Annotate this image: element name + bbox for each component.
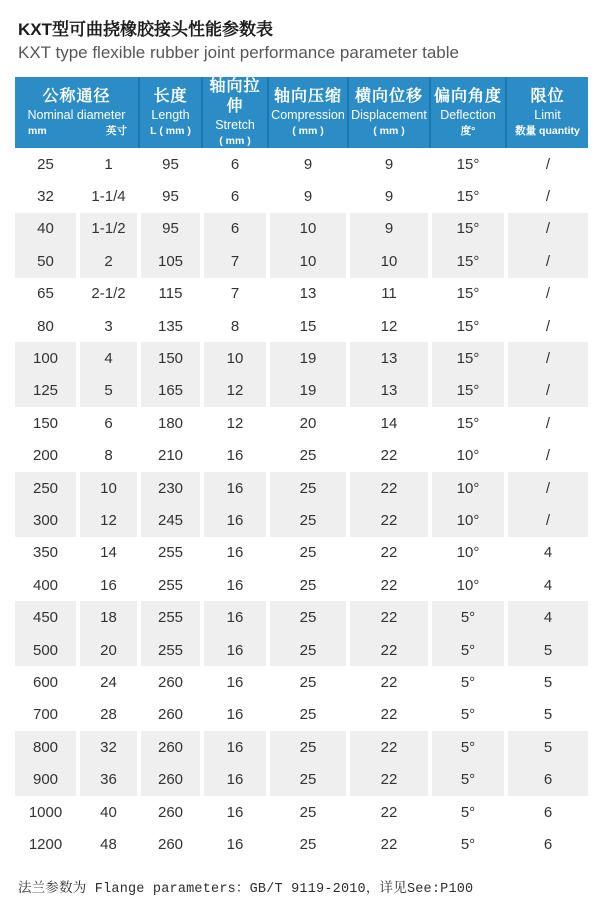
table-row: [15, 828, 588, 860]
table-cell: 5°: [430, 601, 506, 633]
table-cell: 6: [202, 180, 268, 212]
table-cell: 25: [268, 763, 348, 795]
table-cell: 22: [348, 504, 430, 536]
table-row: [15, 763, 588, 795]
table-cell: 255: [139, 634, 202, 666]
table-cell: 24: [78, 666, 139, 698]
table-cell: /: [506, 310, 588, 342]
table-cell: 1-1/2: [78, 213, 139, 245]
table-cell: 8: [78, 440, 139, 472]
table-cell: 25: [268, 440, 348, 472]
table-cell: 22: [348, 666, 430, 698]
table-cell: 16: [78, 569, 139, 601]
column-header-en: Stretch: [215, 118, 255, 132]
table-cell: 25: [268, 601, 348, 633]
table-cell: 800: [15, 731, 78, 763]
table-cell: 13: [348, 342, 430, 374]
table-cell: 6: [78, 407, 139, 439]
column-header-displacement: [348, 77, 430, 148]
table-cell: /: [506, 375, 588, 407]
column-header-unit: L ( mm ): [150, 125, 191, 137]
table-cell: 22: [348, 828, 430, 860]
table-cell: 16: [202, 796, 268, 828]
table-cell: 5: [506, 666, 588, 698]
table-cell: 400: [15, 569, 78, 601]
table-cell: 50: [15, 245, 78, 277]
table-row: [15, 537, 588, 569]
table-row: [15, 504, 588, 536]
column-header-en: Compression: [271, 108, 345, 122]
column-header-stretch: [202, 77, 268, 148]
table-cell: 7: [202, 278, 268, 310]
table-row: [15, 699, 588, 731]
table-cell: 5°: [430, 666, 506, 698]
table-cell: 20: [268, 407, 348, 439]
table-cell: 25: [268, 666, 348, 698]
table-cell: 10: [268, 245, 348, 277]
table-cell: 10°: [430, 504, 506, 536]
table-cell: 15°: [430, 375, 506, 407]
table-cell: 9: [348, 213, 430, 245]
table-cell: 22: [348, 796, 430, 828]
table-cell: 700: [15, 699, 78, 731]
table-cell: 5: [506, 699, 588, 731]
table-header-row: [15, 77, 588, 148]
table-cell: 6: [506, 796, 588, 828]
table-cell: 36: [78, 763, 139, 795]
table-cell: 250: [15, 472, 78, 504]
table-cell: 12: [202, 375, 268, 407]
table-cell: 260: [139, 763, 202, 795]
column-header-length: [139, 77, 202, 148]
table-cell: 500: [15, 634, 78, 666]
table-cell: 1: [78, 148, 139, 180]
table-cell: 10°: [430, 537, 506, 569]
table-cell: 80: [15, 310, 78, 342]
column-header-compression: [268, 77, 348, 148]
table-cell: 2: [78, 245, 139, 277]
table-cell: 260: [139, 796, 202, 828]
column-header-en: Deflection: [440, 108, 496, 122]
table-cell: 15°: [430, 180, 506, 212]
table-cell: 11: [348, 278, 430, 310]
table-cell: 115: [139, 278, 202, 310]
table-cell: 450: [15, 601, 78, 633]
table-cell: /: [506, 148, 588, 180]
table-cell: 10°: [430, 440, 506, 472]
table-row: [15, 634, 588, 666]
table-cell: 15°: [430, 148, 506, 180]
table-cell: 16: [202, 601, 268, 633]
table-cell: 260: [139, 666, 202, 698]
table-row: [15, 407, 588, 439]
table-cell: 5°: [430, 699, 506, 731]
table-cell: 9: [348, 180, 430, 212]
table-cell: /: [506, 472, 588, 504]
table-cell: 22: [348, 731, 430, 763]
table-cell: /: [506, 180, 588, 212]
table-cell: 22: [348, 699, 430, 731]
table-cell: 16: [202, 634, 268, 666]
column-header-unit: 度°: [460, 125, 476, 137]
table-cell: 230: [139, 472, 202, 504]
table-cell: 350: [15, 537, 78, 569]
table-cell: 5: [506, 731, 588, 763]
table-row: [15, 180, 588, 212]
table-row: [15, 213, 588, 245]
table-cell: 25: [268, 828, 348, 860]
column-header-limit: [506, 77, 588, 148]
table-cell: 16: [202, 440, 268, 472]
table-cell: 3: [78, 310, 139, 342]
column-header-unit: 数量 quantity: [515, 125, 580, 137]
table-cell: 15°: [430, 342, 506, 374]
table-cell: 260: [139, 731, 202, 763]
table-row: [15, 440, 588, 472]
table-cell: 25: [268, 699, 348, 731]
table-cell: 1000: [15, 796, 78, 828]
table-row: [15, 731, 588, 763]
column-header-unit: ( mm ): [373, 125, 405, 137]
column-header-units: [15, 124, 138, 138]
parameter-table: [15, 77, 588, 861]
table-cell: 15°: [430, 407, 506, 439]
table-cell: /: [506, 407, 588, 439]
column-header-zh: 长度: [153, 88, 188, 105]
column-header-en: Nominal diameter: [27, 108, 126, 122]
table-cell: 5: [78, 375, 139, 407]
table-cell: /: [506, 245, 588, 277]
table-row: [15, 796, 588, 828]
table-cell: 5°: [430, 634, 506, 666]
table-cell: 1200: [15, 828, 78, 860]
table-cell: 10: [202, 342, 268, 374]
table-cell: 5°: [430, 828, 506, 860]
table-cell: 25: [268, 472, 348, 504]
table-row: [15, 278, 588, 310]
table-cell: 13: [348, 375, 430, 407]
table-cell: 22: [348, 763, 430, 795]
column-header-zh: 公称通径: [42, 88, 111, 105]
table-cell: 6: [202, 213, 268, 245]
column-header-zh: 轴向压缩: [273, 88, 342, 105]
column-header-deflection: [430, 77, 506, 148]
table-cell: 16: [202, 537, 268, 569]
table-cell: 40: [78, 796, 139, 828]
table-cell: 5°: [430, 763, 506, 795]
table-cell: 32: [15, 180, 78, 212]
table-cell: 32: [78, 731, 139, 763]
table-cell: 10: [348, 245, 430, 277]
table-cell: /: [506, 504, 588, 536]
table-cell: /: [506, 213, 588, 245]
unit-mm-label: mm: [28, 125, 47, 137]
table-cell: 4: [78, 342, 139, 374]
table-row: [15, 310, 588, 342]
table-cell: 95: [139, 148, 202, 180]
table-cell: 255: [139, 537, 202, 569]
column-header-nominal-diameter: [15, 77, 139, 148]
table-cell: 25: [15, 148, 78, 180]
unit-inch-label: 英寸: [106, 125, 127, 137]
table-cell: 6: [202, 148, 268, 180]
table-cell: 25: [268, 634, 348, 666]
table-header: [15, 77, 588, 148]
table-cell: 22: [348, 472, 430, 504]
table-cell: 28: [78, 699, 139, 731]
table-cell: 12: [348, 310, 430, 342]
table-row: [15, 601, 588, 633]
table-cell: 15: [268, 310, 348, 342]
table-row: [15, 342, 588, 374]
table-cell: /: [506, 440, 588, 472]
table-cell: 135: [139, 310, 202, 342]
table-cell: 16: [202, 504, 268, 536]
table-cell: 100: [15, 342, 78, 374]
table-cell: 245: [139, 504, 202, 536]
table-cell: 22: [348, 537, 430, 569]
table-cell: 4: [506, 569, 588, 601]
table-cell: 4: [506, 601, 588, 633]
table-cell: 16: [202, 699, 268, 731]
table-cell: 14: [348, 407, 430, 439]
table-cell: 22: [348, 440, 430, 472]
table-cell: 6: [506, 763, 588, 795]
table-cell: 20: [78, 634, 139, 666]
table-cell: 25: [268, 537, 348, 569]
table-cell: 25: [268, 796, 348, 828]
column-header-zh: 偏向角度: [433, 88, 502, 105]
table-cell: 48: [78, 828, 139, 860]
footer-note: 法兰参数为 Flange parameters：GB/T 9119-2010，详见See:P100: [18, 881, 474, 897]
table-cell: 19: [268, 342, 348, 374]
table-cell: 260: [139, 828, 202, 860]
table-row: [15, 375, 588, 407]
table-cell: 16: [202, 569, 268, 601]
table-cell: 22: [348, 601, 430, 633]
column-header-en: Displacement: [351, 108, 427, 122]
table-cell: 15°: [430, 245, 506, 277]
table-cell: 15°: [430, 278, 506, 310]
column-header-en: Length: [151, 108, 190, 122]
page-subtitle: KXT type flexible rubber joint performance parameter table: [18, 43, 459, 62]
table-cell: 15°: [430, 310, 506, 342]
table-cell: 16: [202, 472, 268, 504]
table-cell: 12: [78, 504, 139, 536]
table-row: [15, 472, 588, 504]
table-cell: 900: [15, 763, 78, 795]
table-cell: 12: [202, 407, 268, 439]
table-cell: 300: [15, 504, 78, 536]
table-cell: 22: [348, 569, 430, 601]
table-cell: 4: [506, 537, 588, 569]
column-header-zh: 横向位移: [354, 88, 423, 105]
table-cell: 9: [348, 148, 430, 180]
table-cell: 9: [268, 180, 348, 212]
table-cell: 18: [78, 601, 139, 633]
table-cell: 260: [139, 699, 202, 731]
column-header-zh: 轴向拉伸: [209, 78, 261, 115]
table-cell: 25: [268, 731, 348, 763]
table-cell: 7: [202, 245, 268, 277]
table-row: [15, 569, 588, 601]
table-row: [15, 148, 588, 180]
column-header-zh: 限位: [530, 88, 565, 105]
table-cell: 10°: [430, 569, 506, 601]
table-cell: 5°: [430, 731, 506, 763]
table-cell: 125: [15, 375, 78, 407]
table-cell: 15°: [430, 213, 506, 245]
table-cell: 8: [202, 310, 268, 342]
table-cell: 9: [268, 148, 348, 180]
table-cell: 5: [506, 634, 588, 666]
table-cell: 13: [268, 278, 348, 310]
table-cell: 25: [268, 504, 348, 536]
table-cell: 5°: [430, 796, 506, 828]
page: [0, 19, 600, 897]
table-cell: 22: [348, 634, 430, 666]
table-cell: 6: [506, 828, 588, 860]
column-header-unit: ( mm ): [292, 125, 324, 137]
table-cell: 10: [78, 472, 139, 504]
table-cell: 25: [268, 569, 348, 601]
table-cell: /: [506, 278, 588, 310]
column-header-unit: ( mm ): [219, 135, 251, 147]
table-cell: 95: [139, 213, 202, 245]
page-title: KXT型可曲挠橡胶接头性能参数表: [18, 20, 273, 39]
table-cell: 105: [139, 245, 202, 277]
table-cell: 16: [202, 828, 268, 860]
table-cell: 150: [15, 407, 78, 439]
table-cell: 150: [139, 342, 202, 374]
table-cell: 16: [202, 763, 268, 795]
table-body: [15, 148, 588, 861]
table-cell: 210: [139, 440, 202, 472]
table-cell: 19: [268, 375, 348, 407]
table-row: [15, 245, 588, 277]
table-cell: /: [506, 342, 588, 374]
table-cell: 600: [15, 666, 78, 698]
table-cell: 255: [139, 569, 202, 601]
table-cell: 16: [202, 666, 268, 698]
table-cell: 1-1/4: [78, 180, 139, 212]
table-cell: 10°: [430, 472, 506, 504]
table-cell: 95: [139, 180, 202, 212]
table-cell: 65: [15, 278, 78, 310]
table-cell: 2-1/2: [78, 278, 139, 310]
table-cell: 255: [139, 601, 202, 633]
table-cell: 16: [202, 731, 268, 763]
table-cell: 10: [268, 213, 348, 245]
table-cell: 14: [78, 537, 139, 569]
column-header-en: Limit: [534, 108, 561, 122]
table-row: [15, 666, 588, 698]
table-cell: 200: [15, 440, 78, 472]
table-cell: 40: [15, 213, 78, 245]
table-cell: 165: [139, 375, 202, 407]
table-cell: 180: [139, 407, 202, 439]
